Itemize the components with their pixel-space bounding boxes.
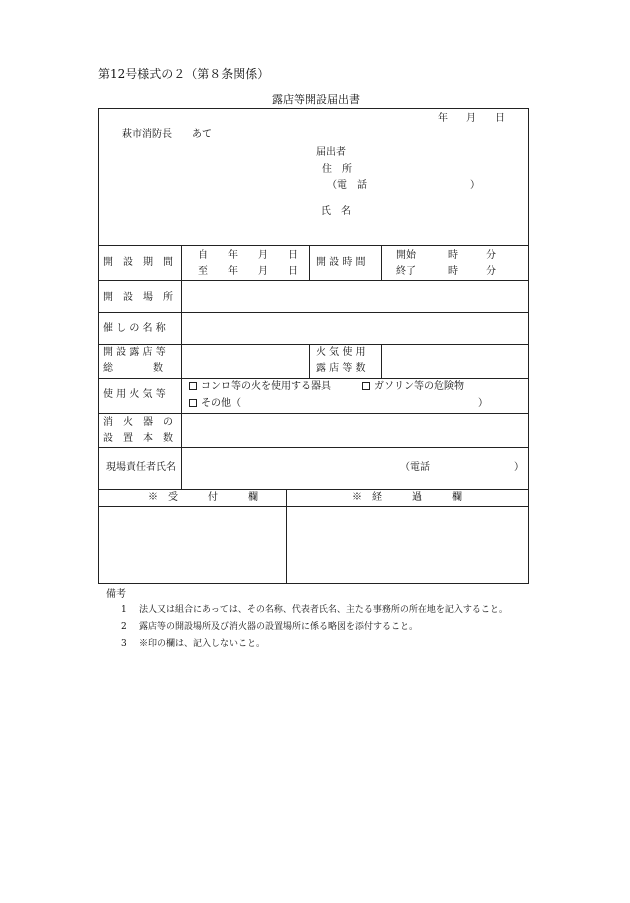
period-to: 至 (198, 266, 208, 277)
extinguisher-label-1: 消 火 器 の (103, 417, 173, 428)
row-divider (99, 489, 528, 490)
fire-option-other[interactable]: その他（ (189, 399, 241, 409)
notes-title: 備考 (106, 589, 126, 600)
row-divider (99, 413, 528, 414)
fire-option-other-close: ） (478, 398, 488, 409)
checkbox-icon[interactable] (189, 382, 197, 390)
note-number: 1 (121, 605, 127, 615)
extinguisher-label-2: 設 置 本 数 (103, 433, 173, 444)
fire-option-stove[interactable]: コンロ等の火を使用する器具 (189, 382, 331, 392)
time-end-minute: 分 (486, 266, 496, 277)
applicant-address-label: 住 所 (322, 164, 352, 175)
period-to-year: 年 (228, 266, 238, 277)
fire-option-gasoline[interactable]: ガソリン等の危険物 (362, 382, 464, 392)
column-divider (381, 245, 382, 280)
fire-stalls-label-2: 露 店 等 数 (316, 363, 366, 374)
stalls-label-1: 開 設 露 店 等 (103, 347, 166, 358)
row-divider (99, 344, 528, 345)
application-form (98, 108, 529, 584)
time-start-hour: 時 (448, 250, 458, 261)
note-number: 2 (121, 622, 127, 632)
form-number: 第12号様式の２（第８条関係） (98, 67, 270, 81)
event-label: 催 し の 名 称 (103, 323, 166, 334)
row-divider (99, 312, 528, 313)
period-from-day: 日 (288, 250, 298, 261)
applicant-name-label: 氏 名 (321, 206, 351, 217)
date-day: 日 (495, 113, 505, 124)
row-divider (99, 506, 528, 507)
note-number: 3 (121, 639, 127, 649)
column-divider (286, 489, 287, 583)
period-to-day: 日 (288, 266, 298, 277)
fire-stalls-label-1: 火 気 使 用 (316, 347, 366, 358)
manager-phone-close: ） (514, 462, 524, 473)
row-divider (99, 378, 528, 379)
checkbox-icon[interactable] (189, 399, 197, 407)
time-start-minute: 分 (486, 250, 496, 261)
location-label: 開 設 場 所 (103, 292, 173, 303)
time-end: 終了 (396, 266, 416, 277)
manager-label: 現場責任者氏名 (106, 462, 176, 473)
period-from-year: 年 (228, 250, 238, 261)
stalls-label-2: 総 数 (103, 363, 163, 374)
document-title: 露店等開設届出書 (272, 93, 360, 106)
note-text: 露店等の開設場所及び消火器の設置場所に係る略図を添付すること。 (139, 622, 419, 632)
applicant-label: 届出者 (316, 147, 346, 158)
row-divider (99, 280, 528, 281)
applicant-phone-label: （電 話 (327, 180, 367, 191)
time-start: 開始 (396, 250, 416, 261)
column-divider (181, 245, 182, 489)
recipient: 萩市消防長 あて (122, 129, 212, 140)
date-year: 年 (438, 113, 448, 124)
column-divider (309, 344, 310, 378)
column-divider (381, 344, 382, 378)
checkbox-icon[interactable] (362, 382, 370, 390)
note-text: ※印の欄は、記入しないこと。 (139, 639, 266, 649)
reception-label: ※ 受 付 欄 (148, 492, 258, 503)
period-from: 自 (198, 250, 208, 261)
column-divider (309, 245, 310, 280)
note-text: 法人又は組合にあっては、その名称、代表者氏名、主たる事務所の所在地を記入すること。 (139, 605, 508, 615)
row-divider (99, 447, 528, 448)
period-label: 開 設 期 間 (103, 257, 173, 268)
period-from-month: 月 (258, 250, 268, 261)
time-end-hour: 時 (448, 266, 458, 277)
progress-label: ※ 経 過 欄 (352, 492, 462, 503)
period-to-month: 月 (258, 266, 268, 277)
manager-phone-label: （電話 (400, 462, 430, 473)
fire-type-label: 使 用 火 気 等 (103, 389, 166, 400)
date-month: 月 (466, 113, 476, 124)
row-divider (99, 245, 528, 246)
time-label: 開 設 時 間 (316, 257, 366, 268)
applicant-phone-close: ） (470, 180, 480, 191)
